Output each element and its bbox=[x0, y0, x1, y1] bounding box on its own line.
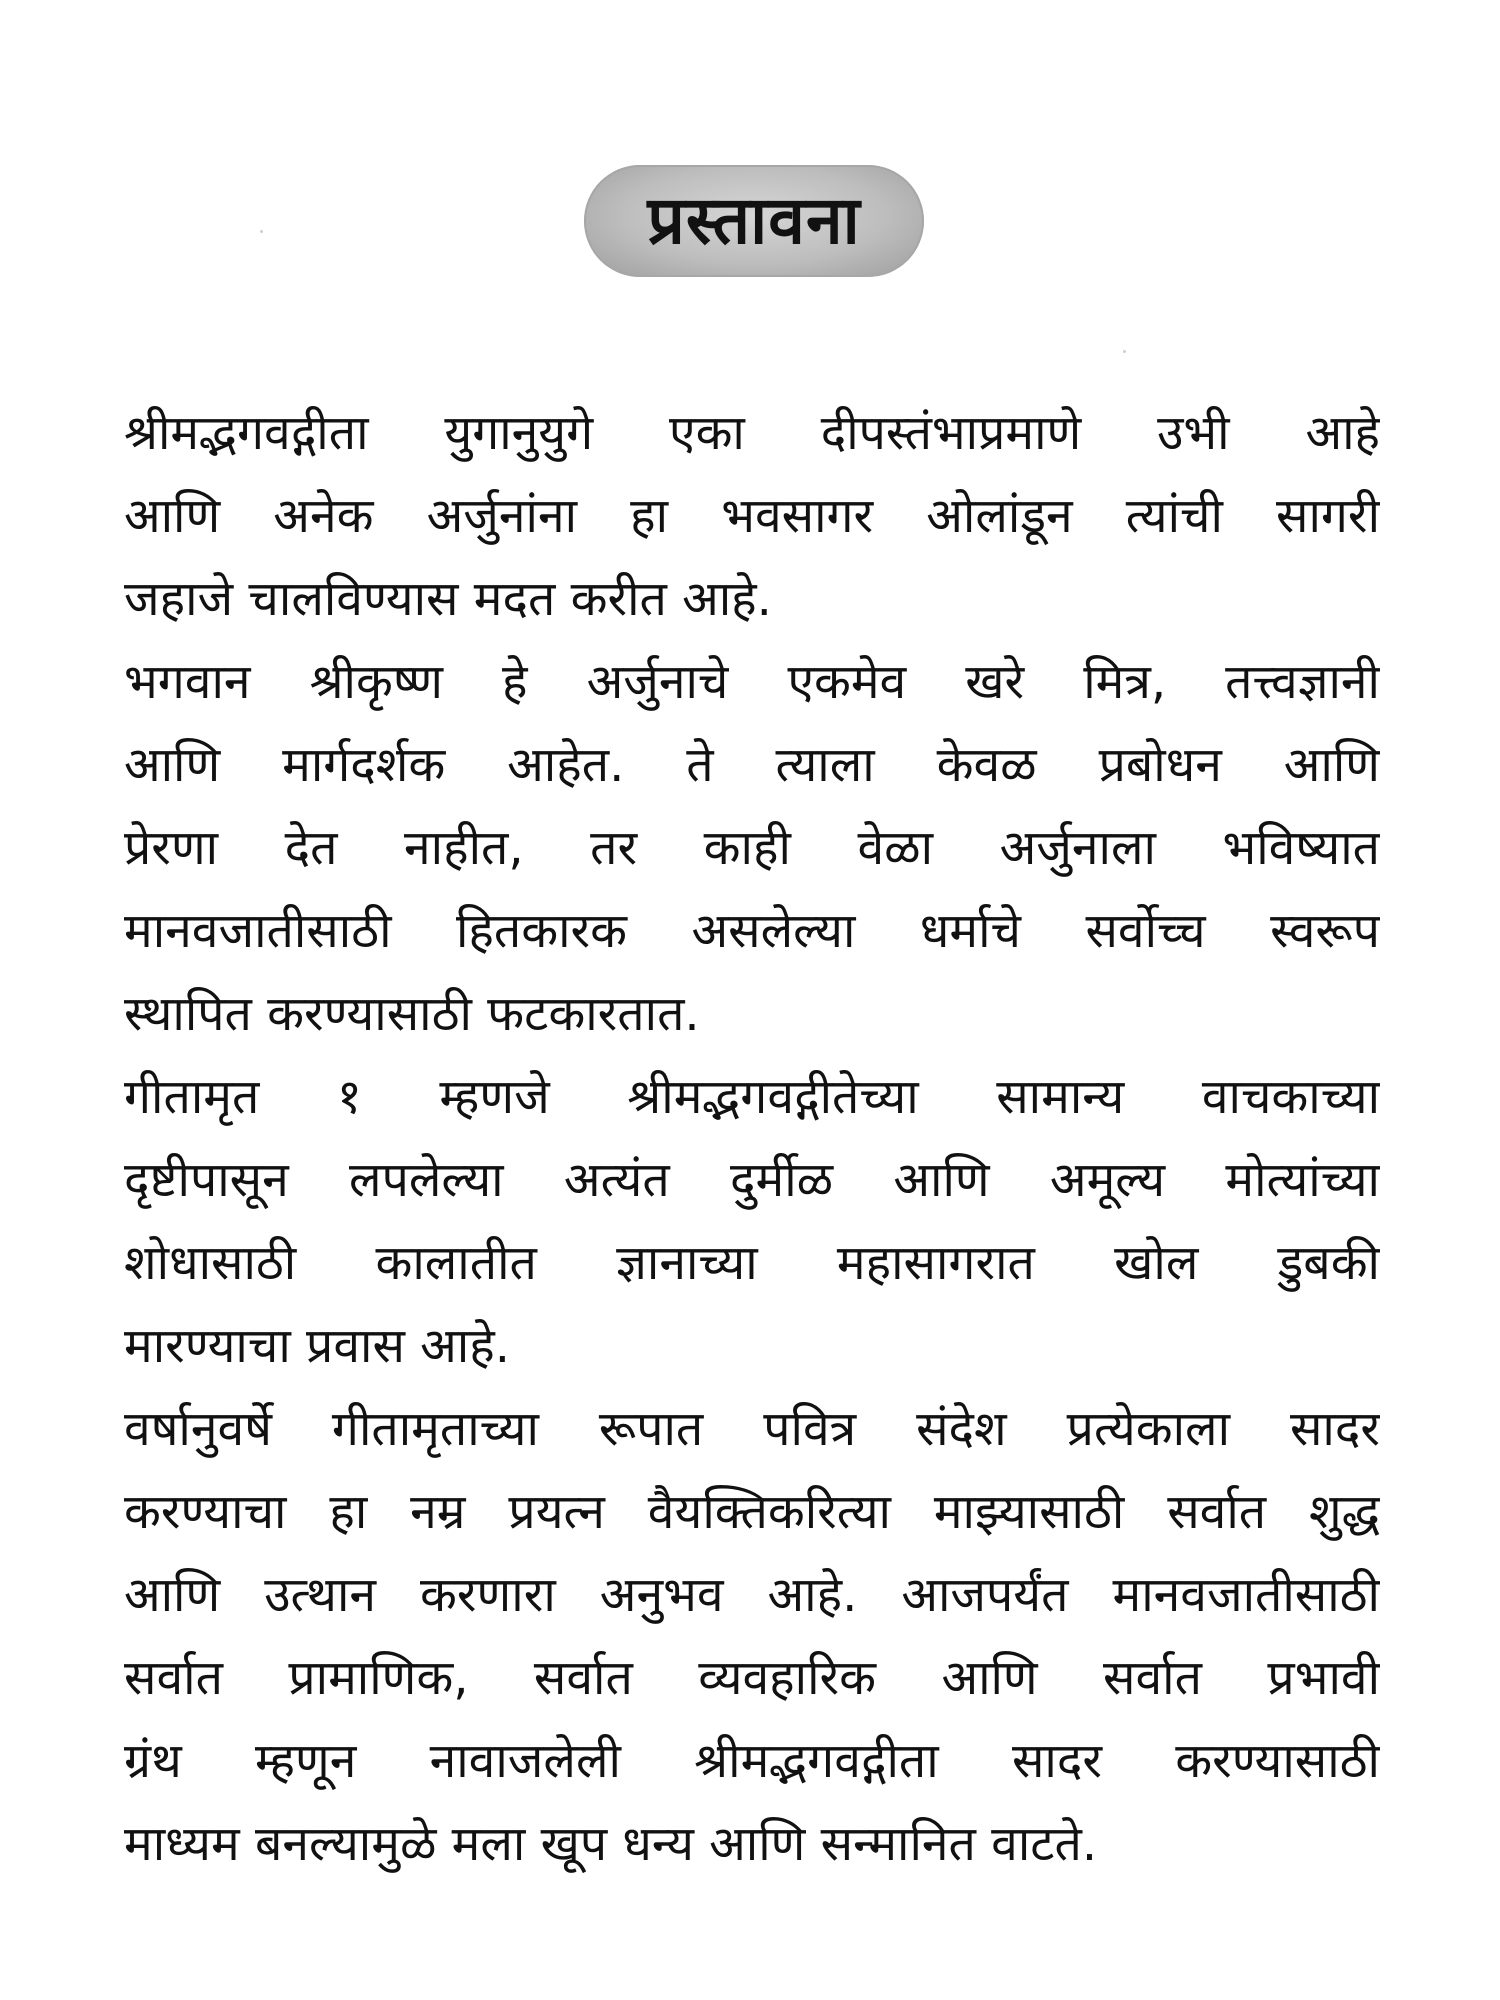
title-badge bbox=[584, 165, 924, 277]
text-line: श्रीमद्भगवद्गीता युगानुयुगे एका दीपस्तंभाप्रमाणे उभी आहे bbox=[124, 405, 1380, 461]
text-line: वर्षानुवर्षे गीतामृताच्या रूपात पवित्र संदेश प्रत्येकाला सादर bbox=[124, 1401, 1380, 1457]
text-line: गीतामृत १ म्हणजे श्रीमद्भगवद्गीतेच्या सामान्य वाचकाच्या bbox=[124, 1069, 1380, 1125]
text-line: ग्रंथ म्हणून नावाजलेली श्रीमद्भगवद्गीता सादर करण्यासाठी bbox=[124, 1733, 1380, 1789]
text-line: प्रेरणा देत नाहीत, तर काही वेळा अर्जुनाला भविष्यात bbox=[124, 820, 1380, 876]
text-line: माध्यम बनल्यामुळे मला खूप धन्य आणि सन्मानित वाटते. bbox=[124, 1816, 1098, 1872]
paragraph-1 bbox=[124, 392, 1380, 641]
scan-speck bbox=[260, 230, 263, 233]
text-line: करण्याचा हा नम्र प्रयत्न वैयक्तिकरित्या माझ्यासाठी सर्वात शुद्ध bbox=[124, 1484, 1380, 1540]
text-line: शोधासाठी कालातीत ज्ञानाच्या महासागरात खोल डुबकी bbox=[124, 1235, 1380, 1291]
body-text bbox=[124, 392, 1380, 1886]
scan-speck bbox=[1123, 350, 1126, 353]
text-line: जहाजे चालविण्यास मदत करीत आहे. bbox=[124, 571, 772, 627]
text-line: स्थापित करण्यासाठी फटकारतात. bbox=[124, 986, 700, 1042]
text-line: मारण्याचा प्रवास आहे. bbox=[124, 1318, 510, 1374]
text-line: आणि उत्थान करणारा अनुभव आहे. आजपर्यंत मानवजातीसाठी bbox=[124, 1567, 1380, 1623]
paragraph-3 bbox=[124, 1056, 1380, 1388]
text-line: भगवान श्रीकृष्ण हे अर्जुनाचे एकमेव खरे मित्र, तत्त्वज्ञानी bbox=[124, 654, 1380, 710]
page-title: प्रस्तावना bbox=[647, 182, 861, 259]
text-line: सर्वात प्रामाणिक, सर्वात व्यवहारिक आणि सर्वात प्रभावी bbox=[124, 1650, 1380, 1706]
text-line: आणि अनेक अर्जुनांना हा भवसागर ओलांडून त्यांची सागरी bbox=[124, 488, 1380, 544]
paragraph-4 bbox=[124, 1388, 1380, 1886]
text-line: आणि मार्गदर्शक आहेत. ते त्याला केवळ प्रबोधन आणि bbox=[124, 737, 1380, 793]
paragraph-2 bbox=[124, 641, 1380, 1056]
text-line: दृष्टीपासून लपलेल्या अत्यंत दुर्मीळ आणि अमूल्य मोत्यांच्या bbox=[124, 1152, 1380, 1208]
text-line: मानवजातीसाठी हितकारक असलेल्या धर्माचे सर्वोच्च स्वरूप bbox=[124, 903, 1380, 959]
